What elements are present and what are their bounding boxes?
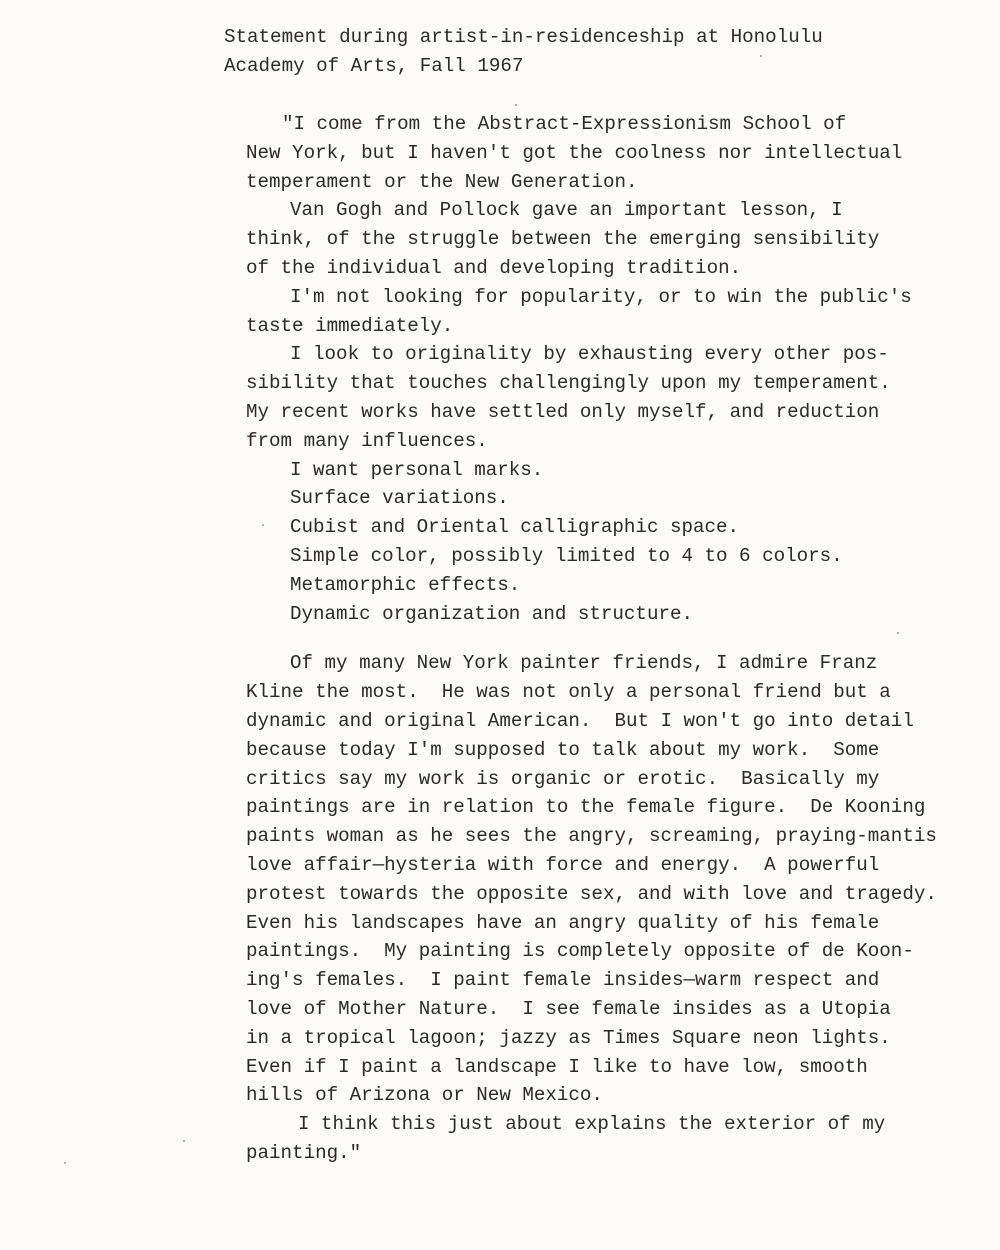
paper-speck: [262, 524, 264, 526]
text-line: Metamorphic effects.: [290, 573, 521, 596]
text-line: love of Mother Nature. I see female insides as a Utopia: [246, 997, 891, 1020]
paragraph-van-gogh: [246, 196, 966, 282]
text-line: paints woman as he sees the angry, screaming, praying-mantis: [246, 825, 937, 848]
text-line: love affair—hysteria with force and energy. A powerful: [246, 853, 880, 876]
paper-speck: [760, 55, 762, 57]
paper-speck: [515, 104, 517, 106]
list-item-dynamic-organization: [246, 600, 966, 629]
text-line: taste immediately.: [246, 314, 454, 337]
paper-speck: [897, 632, 899, 634]
text-line: paintings. My painting is completely opposite of de Koon-: [246, 940, 914, 963]
text-line: I'm not looking for popularity, or to win the public's: [290, 285, 912, 308]
text-line: I want personal marks.: [290, 458, 544, 481]
text-line: temperament or the New Generation.: [246, 170, 638, 193]
text-line: sibility that touches challengingly upon my temperament.: [246, 372, 891, 395]
document-title: [224, 23, 924, 81]
text-line: from many influences.: [246, 429, 488, 452]
text-line: I think this just about explains the exterior of my: [298, 1113, 886, 1136]
text-line: Surface variations.: [290, 487, 509, 510]
text-line: Dynamic organization and structure.: [290, 602, 694, 625]
paragraph-intro: [246, 110, 966, 196]
text-line: "I come from the Abstract-Expressionism School of: [282, 113, 847, 135]
list-item-calligraphic-space: [246, 513, 966, 542]
text-line: Kline the most. He was not only a personal friend but a: [246, 681, 891, 704]
text-line: New York, but I haven't got the coolness nor intellectual: [246, 141, 903, 164]
text-line: protest towards the opposite sex, and with love and tragedy.: [246, 882, 937, 905]
paragraph-closing: [246, 1110, 966, 1168]
text-line: Simple color, possibly limited to 4 to 6 colors.: [290, 544, 843, 567]
text-line: because today I'm supposed to talk about my work. Some: [246, 738, 880, 761]
text-line: paintings are in relation to the female figure. De Kooning: [246, 796, 926, 819]
text-line: Even his landscapes have an angry quality of his female: [246, 911, 880, 934]
text-line: dynamic and original American. But I won't go into detail: [246, 709, 914, 732]
text-line: My recent works have settled only myself, and reduction: [246, 400, 880, 423]
paragraph-painter-friends: [246, 649, 966, 1110]
text-line: Van Gogh and Pollock gave an important lesson, I: [290, 199, 843, 222]
paragraph-spacer: [246, 628, 966, 649]
title-line: Statement during artist-in-residenceship at Honolulu: [224, 26, 823, 48]
list-item-simple-color: [246, 542, 966, 571]
list-item-surface-variations: [246, 484, 966, 513]
text-line: critics say my work is organic or erotic. Basically my: [246, 767, 880, 790]
list-item-metamorphic-effects: [246, 571, 966, 600]
statement-body: [246, 110, 966, 1168]
text-line: in a tropical lagoon; jazzy as Times Square neon lights.: [246, 1026, 891, 1049]
text-line: hills of Arizona or New Mexico.: [246, 1084, 603, 1107]
text-line: ing's females. I paint female insides—warm respect and: [246, 969, 880, 992]
text-line: painting.": [246, 1141, 362, 1164]
paragraph-originality: [246, 340, 966, 455]
text-line: think, of the struggle between the emerging sensibility: [246, 228, 880, 251]
text-line: I look to originality by exhausting every other pos-: [290, 343, 889, 366]
text-line: Cubist and Oriental calligraphic space.: [290, 516, 740, 539]
title-line: Academy of Arts, Fall 1967: [224, 54, 524, 77]
text-line: Of my many New York painter friends, I admire Franz: [290, 652, 878, 675]
paper-speck: [183, 1140, 185, 1142]
paper-speck: [64, 1162, 66, 1164]
paragraph-popularity: [246, 283, 966, 341]
text-line: of the individual and developing tradition.: [246, 256, 742, 279]
list-item-personal-marks: [246, 456, 966, 485]
text-line: Even if I paint a landscape I like to have low, smooth: [246, 1055, 868, 1078]
